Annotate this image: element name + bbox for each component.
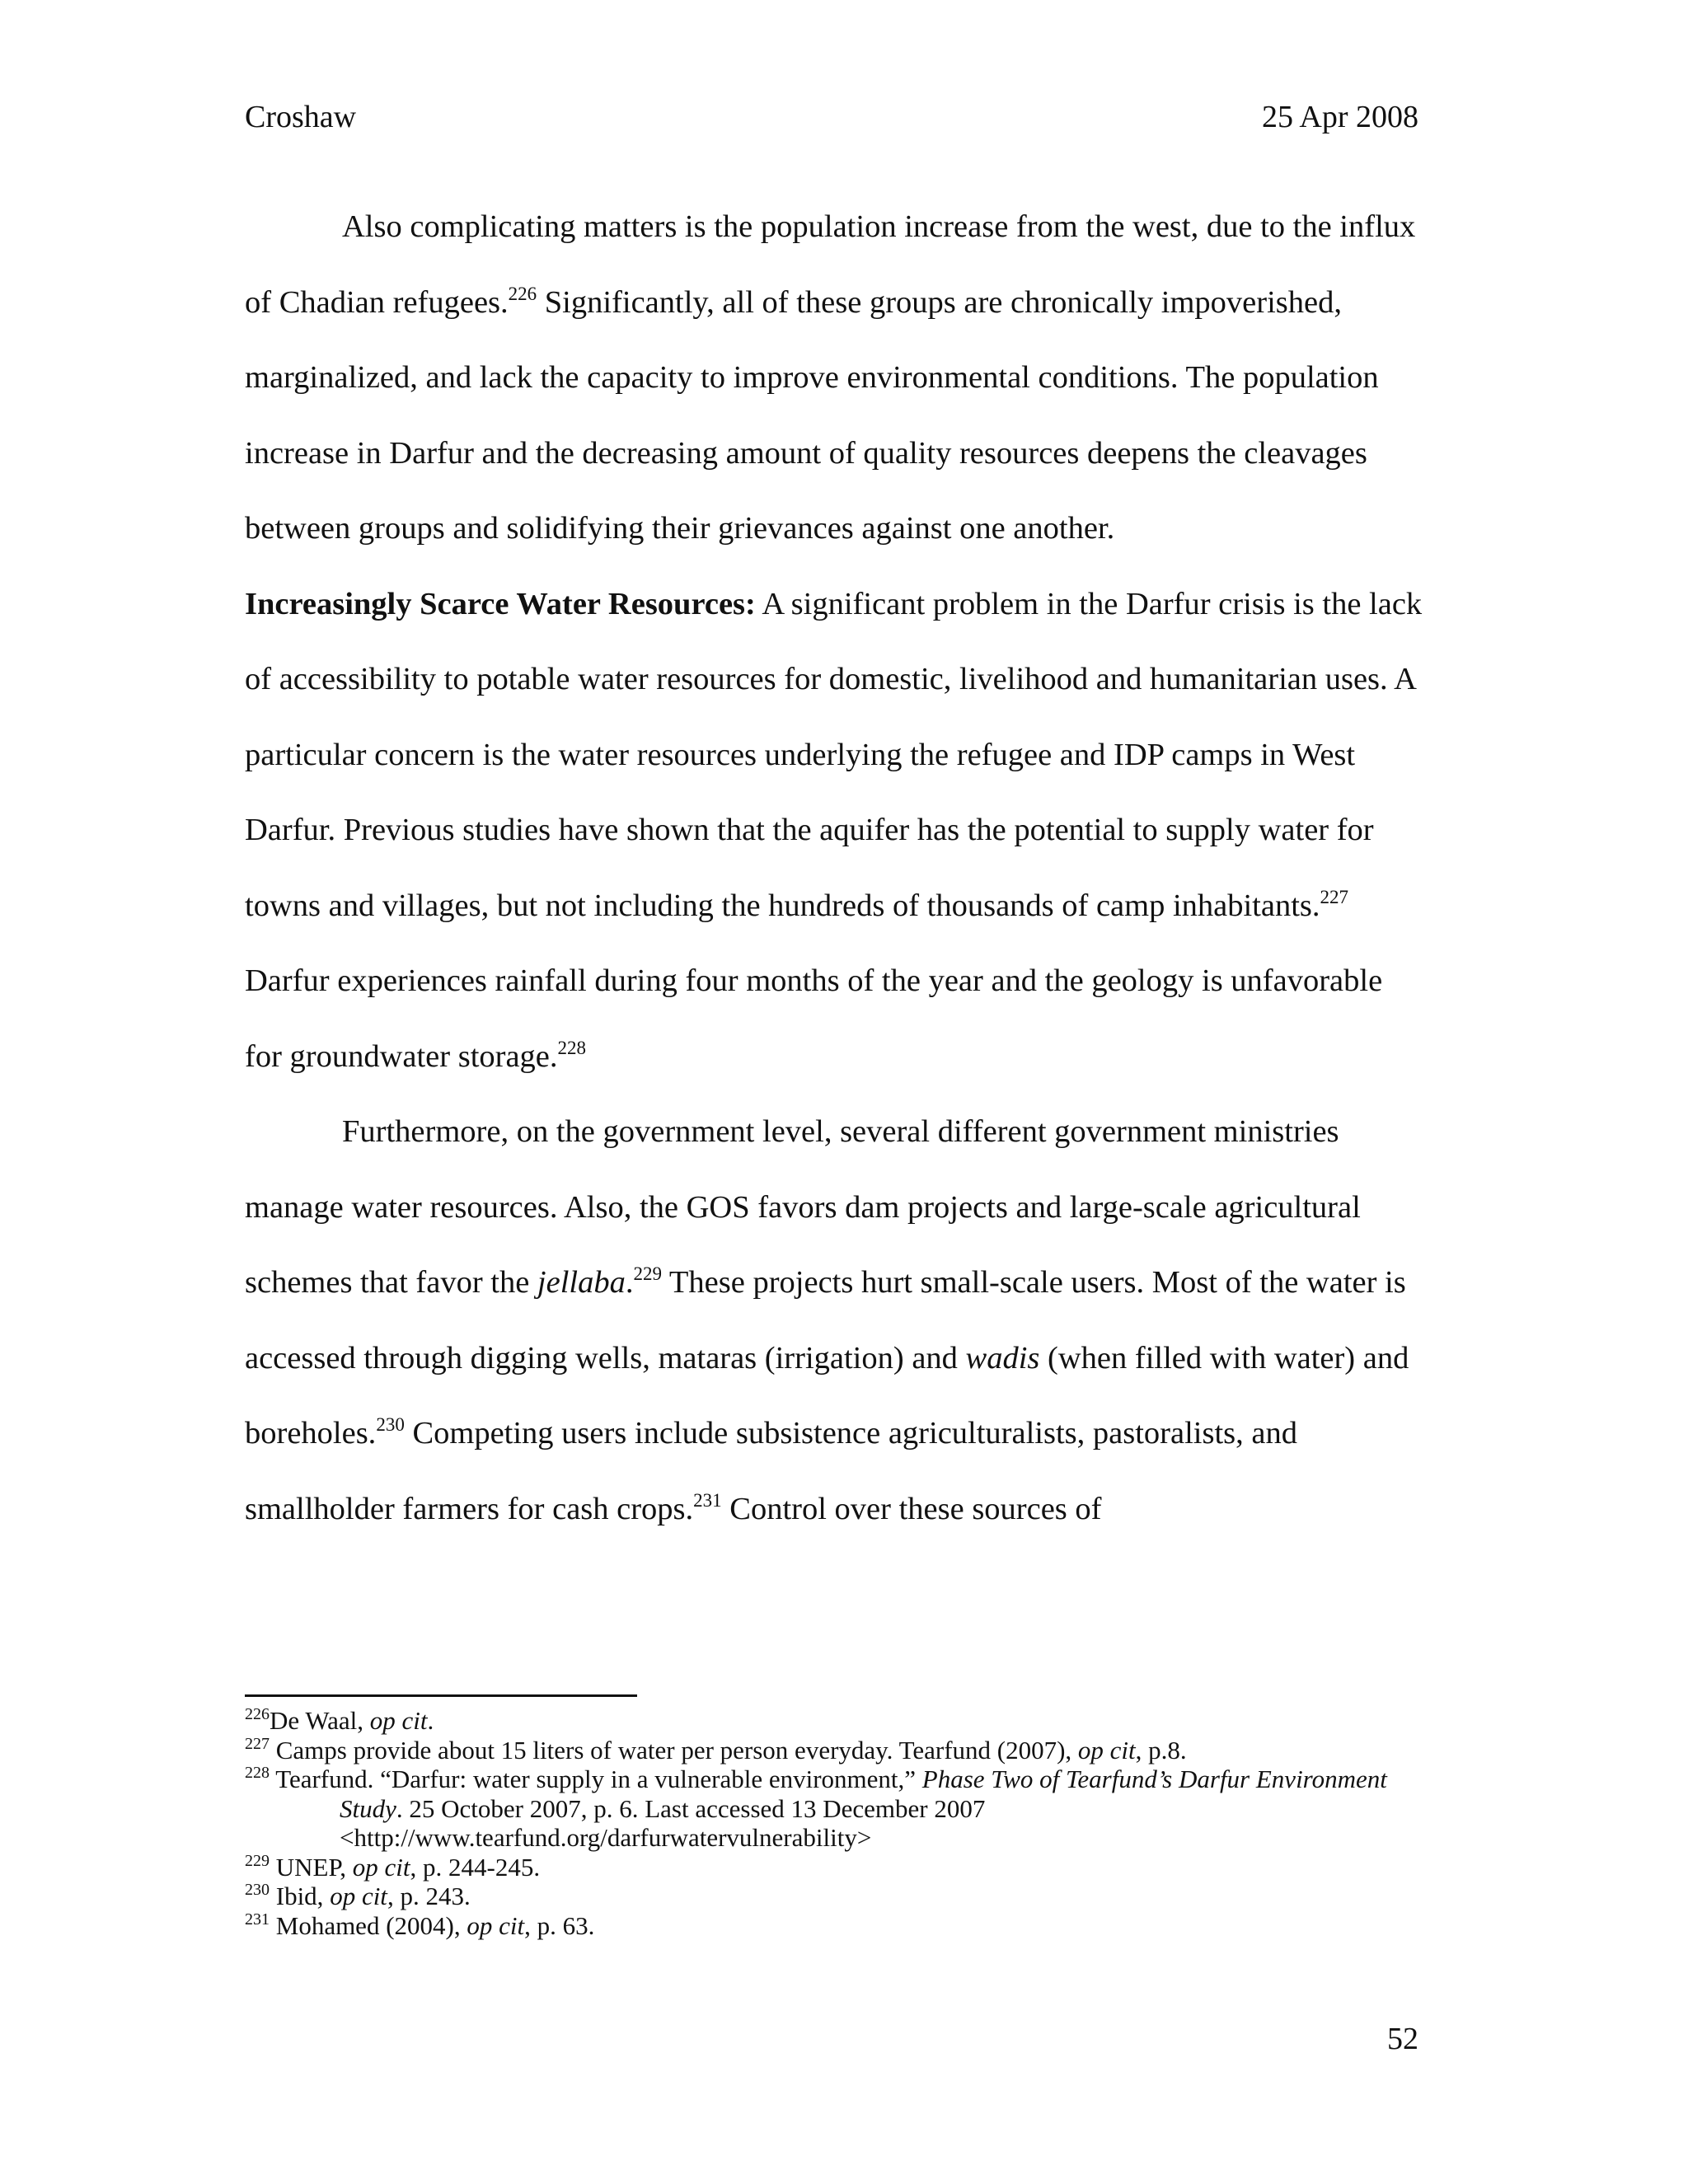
footnote-ref-228[interactable]: 228	[557, 1037, 587, 1058]
section-heading: Increasingly Scarce Water Resources:	[245, 586, 756, 621]
header-author: Croshaw	[245, 100, 357, 134]
footnote: $^{228}$ Tearfund. “Darfur: water supply in a vulnerable environment,” Phase Two of Tearfund’s Darfur Environment Study. 25 October 2007, p. 6. Last accessed 13 December 2007 <http://www.tearfund.org/darfurwatervulnerability>	[245, 1764, 1387, 1852]
footnote-url-text: . 25 October 2007, p. 6. Last accessed 13 December 2007 <http://www.tearfund.org/darfurwatervulnerability>	[340, 1793, 986, 1852]
body-text	[245, 190, 1423, 1547]
footnote-separator	[245, 1694, 637, 1697]
footnotes	[245, 1706, 1432, 1940]
footnote: $^{230}$ Ibid, op cit, p. 243.	[245, 1881, 471, 1910]
footnote: $^{229}$ UNEP, op cit, p. 244-245.	[245, 1851, 541, 1882]
paragraph-water-resources: Increasingly Scarce Water Resources: A significant problem in the Darfur crisis is the lack of accessibility to potable water resources for domestic, livelihood and humanitarian uses. A particular concern is the water resources underlying the refugee and IDP camps in West Darfur. Previous studies have shown that the aquifer has the potential to supply water for towns and villages, but not including the hundreds of thousands of camp inhabitants.$^{227}$ Darfur experiences rainfall during four months of the year and the geology is unfavorable for groundwater storage.$^{228}$	[245, 586, 1423, 1074]
footnote-ref-231[interactable]: 231	[693, 1489, 722, 1511]
footnote-ref-227[interactable]: 227	[1320, 886, 1349, 907]
footnote: $^{226}$De Waal, op cit.	[245, 1705, 434, 1735]
page-header	[245, 97, 1418, 137]
footnote: $^{231}$ Mohamed (2004), op cit, p. 63.	[245, 1910, 595, 1940]
header-date: 25 Apr 2008	[1262, 100, 1418, 134]
footnote: $^{227}$ Camps provide about 15 liters of water per person everyday. Tearfund (2007), op cit, p.8.	[245, 1734, 1187, 1765]
footnote-ref-229[interactable]: 229	[633, 1263, 662, 1284]
paragraph-government: Furthermore, on the government level, several different government ministries manage water resources. Also, the GOS favors dam projects and large-scale agricultural schemes that favor the jellaba.$^{229}$ These projects hurt small-scale users. Most of the water is accessed through digging wells, mataras (irrigation) and wadis (when filled with water) and boreholes.$^{230}$ Competing users include subsistence agriculturalists, pastoralists, and smallholder farmers for cash crops.$^{231}$ Control over these sources of	[245, 1114, 1409, 1526]
paragraph-population: Also complicating matters is the population increase from the west, due to the influx of Chadian refugees.$^{226}$ Significantly, all of these groups are chronically impoverished, marginalized, and lack the capacity to improve environmental conditions. The population increase in Darfur and the decreasing amount of quality resources deepens the cleavages between groups and solidifying their grievances against one another.	[245, 209, 1416, 546]
page-number: 52	[1387, 2022, 1418, 2056]
footnote-ref-226[interactable]: 226	[508, 283, 537, 304]
footnote-ref-230[interactable]: 230	[376, 1414, 405, 1435]
